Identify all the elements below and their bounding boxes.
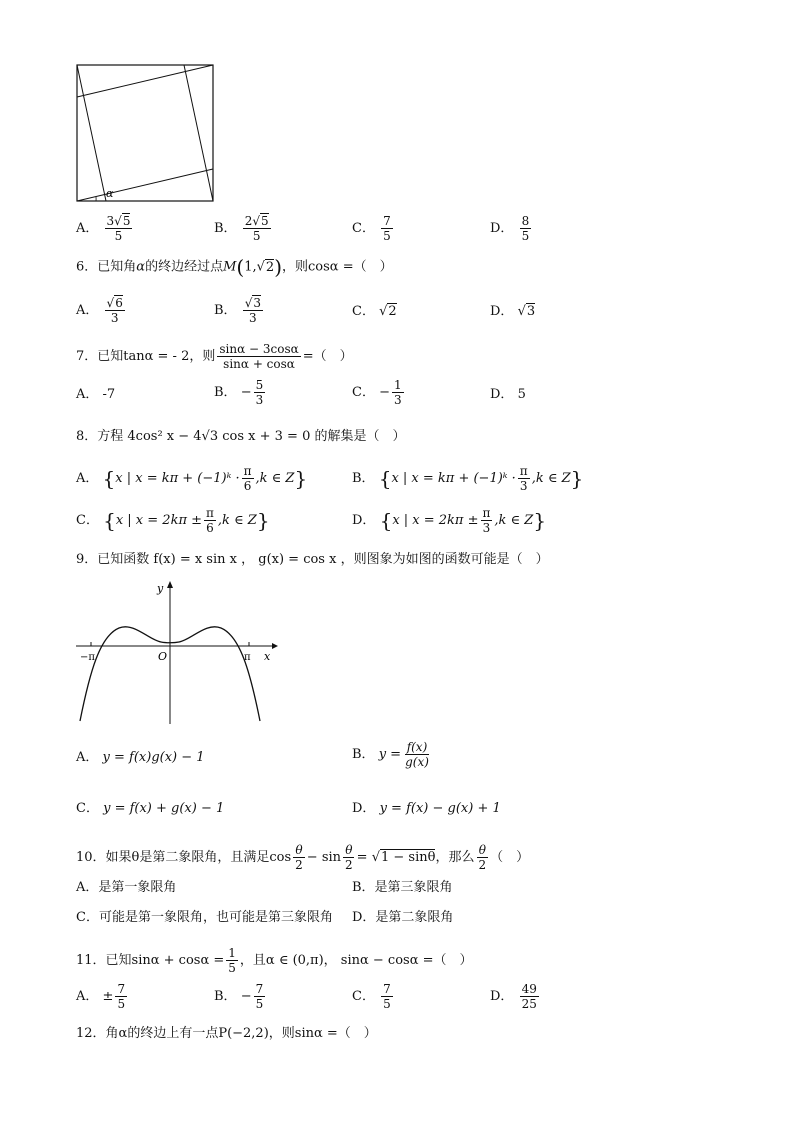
fraction: $\frac{2√5}{5}$ — [244, 214, 269, 243]
alpha-label: α — [106, 187, 114, 200]
q10-option-a[interactable]: A．是第一象限角 — [76, 880, 177, 895]
fraction: $\frac{3√5}{5}$ — [106, 214, 131, 243]
q6-stem: 6．已知角α的终边经过点M(1,√2)，则cosα =（ ） — [76, 255, 393, 279]
option-label: C． — [352, 221, 375, 236]
q9-option-c[interactable]: C． y = f(x) + g(x) − 1 — [76, 801, 225, 816]
q5-option-d[interactable] — [490, 214, 533, 243]
q8-option-a[interactable]: A． {x | x = kπ + (−1)ᵏ · $\frac{\pi}{6}$ ,k ∈ Z} — [76, 464, 308, 493]
q11-option-b[interactable]: B． − $\frac{7}{5}$ — [214, 982, 264, 1011]
q6-option-a[interactable]: A． $\frac{√6}{3}$ — [76, 296, 123, 325]
q6-option-b[interactable]: B． $\frac{√3}{3}$ — [214, 296, 261, 325]
q7-option-d[interactable]: D． 5 — [490, 387, 526, 402]
q9-stem: 9．已知函数 f(x) = x sin x ， g(x) = cos x ，则图象为如图的函数可能是（ ） — [76, 552, 549, 567]
fraction: $\frac{7}{5}$ — [383, 214, 391, 243]
y-axis-label: y — [157, 582, 164, 595]
fraction: $\frac{8}{5}$ — [521, 214, 530, 243]
q11-option-a[interactable]: A． ± $\frac{7}{5}$ — [76, 982, 126, 1011]
q10-option-d[interactable]: D．是第二象限角 — [352, 910, 454, 925]
q5-option-c[interactable] — [352, 214, 395, 243]
q9-option-b[interactable]: B． y = $\frac{f(x)}{g(x)}$ — [352, 740, 429, 769]
q8-option-c[interactable]: C． {x | x = 2kπ ± $\frac{\pi}{6}$ ,k ∈ Z} — [76, 506, 270, 535]
q12-stem: 12．角α的终边上有一点P(−2,2)，则sinα =（ ） — [76, 1026, 377, 1041]
q6-option-d[interactable]: D． √3 — [490, 304, 536, 319]
q11-stem: 11．已知sinα + cosα = $\frac{1}{5}$ ，且α ∈ (0,π)， sinα − cosα =（ ） — [76, 946, 473, 975]
origin-label: O — [158, 650, 168, 663]
option-label: B． — [214, 221, 237, 236]
q10-option-c[interactable]: C．可能是第一象限角，也可能是第三象限角 — [76, 910, 333, 925]
q6-option-c[interactable]: C． √2 — [352, 304, 397, 319]
q10-option-b[interactable]: B．是第三象限角 — [352, 880, 453, 895]
q7-stem: 7．已知tanα = - 2，则 $\frac{\sin\alpha - 3\cos\alpha}{\sin\alpha + \cos\alpha}$ =（ ） — [76, 342, 353, 371]
q11-option-c[interactable]: C． $\frac{7}{5}$ — [352, 982, 391, 1011]
option-label: D． — [490, 221, 514, 236]
q8-option-b[interactable]: B． {x | x = kπ + (−1)ᵏ · $\frac{\pi}{3}$ ,k ∈ Z} — [352, 464, 584, 493]
q7-option-a[interactable]: A． -7 — [76, 387, 116, 402]
q9-option-a[interactable]: A． y = f(x)g(x) − 1 — [76, 750, 205, 765]
q7-option-b[interactable]: B． − $\frac{5}{3}$ — [214, 378, 264, 407]
q11-option-d[interactable]: D． $\frac{49}{25}$ — [490, 982, 537, 1011]
q8-stem: 8．方程 4cos² x − 4√3 cos x + 3 = 0 的解集是（ ） — [76, 429, 406, 444]
q5-option-b[interactable] — [214, 214, 273, 243]
q8-option-d[interactable]: D． {x | x = 2kπ ± $\frac{\pi}{3}$ ,k ∈ Z} — [352, 506, 547, 535]
q10-stem: 10．如果θ是第二象限角，且满足cos $\frac{\theta}{2}$ − sin $\frac{\theta}{2}$ = √1 − sinθ，那么 $\frac{\theta}{2}$ （ ） — [76, 843, 530, 872]
x-axis-label: x — [264, 650, 271, 663]
q5-figure — [76, 62, 216, 204]
q5-option-a[interactable] — [76, 214, 134, 243]
fraction: $\frac{√6}{3}$ — [106, 296, 123, 325]
option-label: A． — [76, 221, 99, 236]
q9-option-d[interactable]: D． y = f(x) − g(x) + 1 — [352, 801, 501, 816]
neg-pi-label: −π — [80, 652, 95, 663]
q9-graph — [74, 576, 280, 726]
fraction: $\frac{√3}{3}$ — [244, 296, 261, 325]
q7-option-c[interactable]: C． − $\frac{1}{3}$ — [352, 378, 402, 407]
pi-label: π — [244, 652, 251, 663]
